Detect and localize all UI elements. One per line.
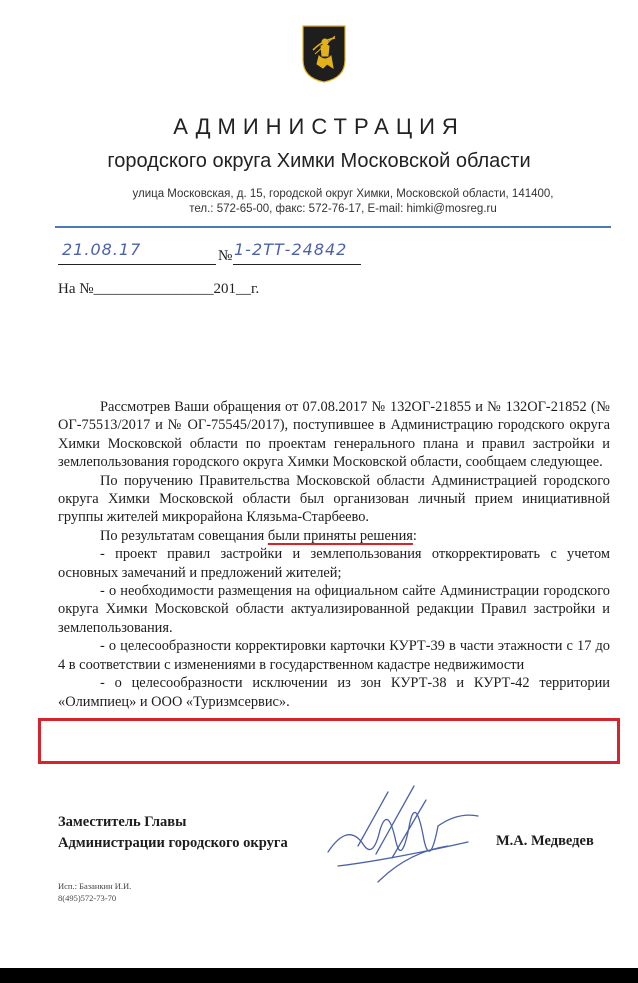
number-sign: №: [218, 248, 233, 264]
org-subtitle: городского округа Химки Московской области: [107, 150, 531, 172]
decisions-underlined: были приняты решения: [267, 527, 413, 544]
signatory-title-line-2: Администрации городского округа: [58, 835, 288, 851]
signatory-title: [58, 812, 288, 854]
decision-item-4: - о целесообразности исключении из зон КУРТ-38 и КУРТ-42 территории «Олимпиец» и ООО «Туризмсервис».: [58, 675, 610, 710]
outgoing-number: 1-2ТТ-24842: [234, 240, 348, 259]
number-field-line: [233, 264, 361, 265]
coat-of-arms-icon: [301, 24, 347, 84]
executor-info: [58, 880, 131, 904]
handwritten-signature: [318, 782, 488, 890]
paragraph-2: По поручению Правительства Московской области Администрацией городского округа Химки Московской области был организован личный прием инициативной группы жителей микрорайона Клязьма-Старбеево.: [58, 472, 610, 526]
executor-phone: 8(495)572-73-70: [58, 893, 117, 903]
executor-name: Исп.: Базанкин И.И.: [58, 881, 132, 891]
contacts-line: тел.: 572-65-00, факс: 572-76-17, E-mail: himki@mosreg.ru: [189, 203, 497, 215]
paragraph-1: Рассмотрев Ваши обращения от 07.08.2017 № 132ОГ-21855 и № 132ОГ-21852 (№ ОГ-75513/2017 и № ОГ-75545/2017), поступившее в Администрацию городского округа Химки Московской области по проектам генерального плана и правил застройки и землепользования городского округа Химки Московской области, сообщаем следующее.: [58, 399, 610, 471]
signatory-title-line-1: Заместитель Главы: [58, 814, 187, 830]
address-line: улица Московская, д. 15, городской округ Химки, Московской области, 141400,: [132, 188, 554, 200]
decision-item-1: - проект правил застройки и землепользования откорректировать с учетом основных замечаний и предложений жителей;: [58, 546, 610, 581]
reference-number-line: На №________________201__г.: [58, 281, 260, 297]
highlight-box: [38, 718, 620, 764]
paragraph-3: [58, 527, 610, 545]
outgoing-date: 21.08.17: [62, 240, 142, 259]
header-divider: [55, 226, 611, 228]
decision-item-2: - о необходимости размещения на официальном сайте Администрации городского округа Химки Московской области актуализированной редакции Правил застройки и землепользования.: [58, 583, 610, 636]
letter-body: [58, 398, 610, 711]
date-field-line: [58, 264, 216, 265]
org-title: АДМИНИСТРАЦИЯ: [173, 114, 465, 139]
decision-item-3: - о целесообразности корректировки карточки КУРТ-39 в части этажности с 17 до 4 в соответствии с изменениями в государственном кадастре недвижимости: [58, 638, 610, 673]
paragraph-3-suffix: :: [412, 527, 417, 544]
signatory-name: М.А. Медведев: [496, 833, 594, 849]
address-block: [108, 187, 578, 217]
bottom-black-bar: [0, 968, 638, 983]
paragraph-3-prefix: По результатам совещания: [100, 527, 268, 544]
